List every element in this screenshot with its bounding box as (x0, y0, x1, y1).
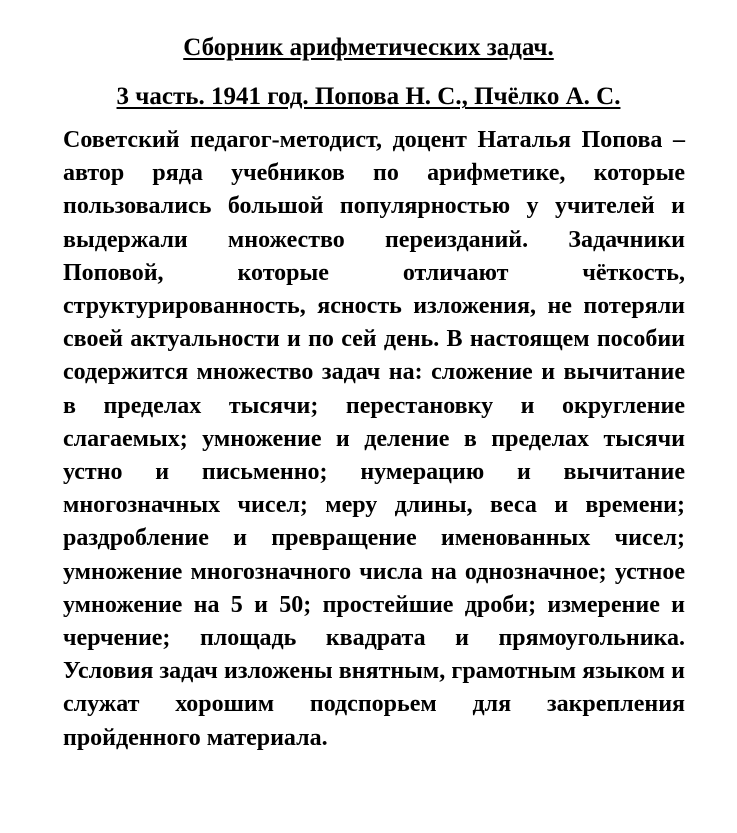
document-description: Советский педагог-методист, доцент Наталья Попова – автор ряда учебников по арифметике, которые пользовались большой популярностью у учителей и выдержали множество переизданий. Задачники Поповой, которые отличают чёткость, структурированность, ясность изложения, не потеряли своей актуальности и по сей день. В настоящем пособии содержится множество задач на: сложение и вычитание в пределах тысячи; перестановку и округление слагаемых; умножение и деление в пределах тысячи устно и письменно; нумерацию и вычитание многозначных чисел; меру длины, веса и времени; раздробление и превращение именованных чисел; умножение многозначного числа на однозначное; устное умножение на 5 и 50; простейшие дроби; измерение и черчение; площадь квадрата и прямоугольника. Условия задач изложены внятным, грамотным языком и служат хорошим подспорьем для закрепления пройденного материала. (63, 127, 685, 751)
document-title-text: Сборник арифметических задач. (183, 34, 554, 61)
document-subtitle (0, 82, 737, 112)
document-subtitle-text: 3 часть. 1941 год. Попова Н. С., Пчёлко А. С. (116, 83, 621, 110)
document-title (0, 33, 737, 63)
